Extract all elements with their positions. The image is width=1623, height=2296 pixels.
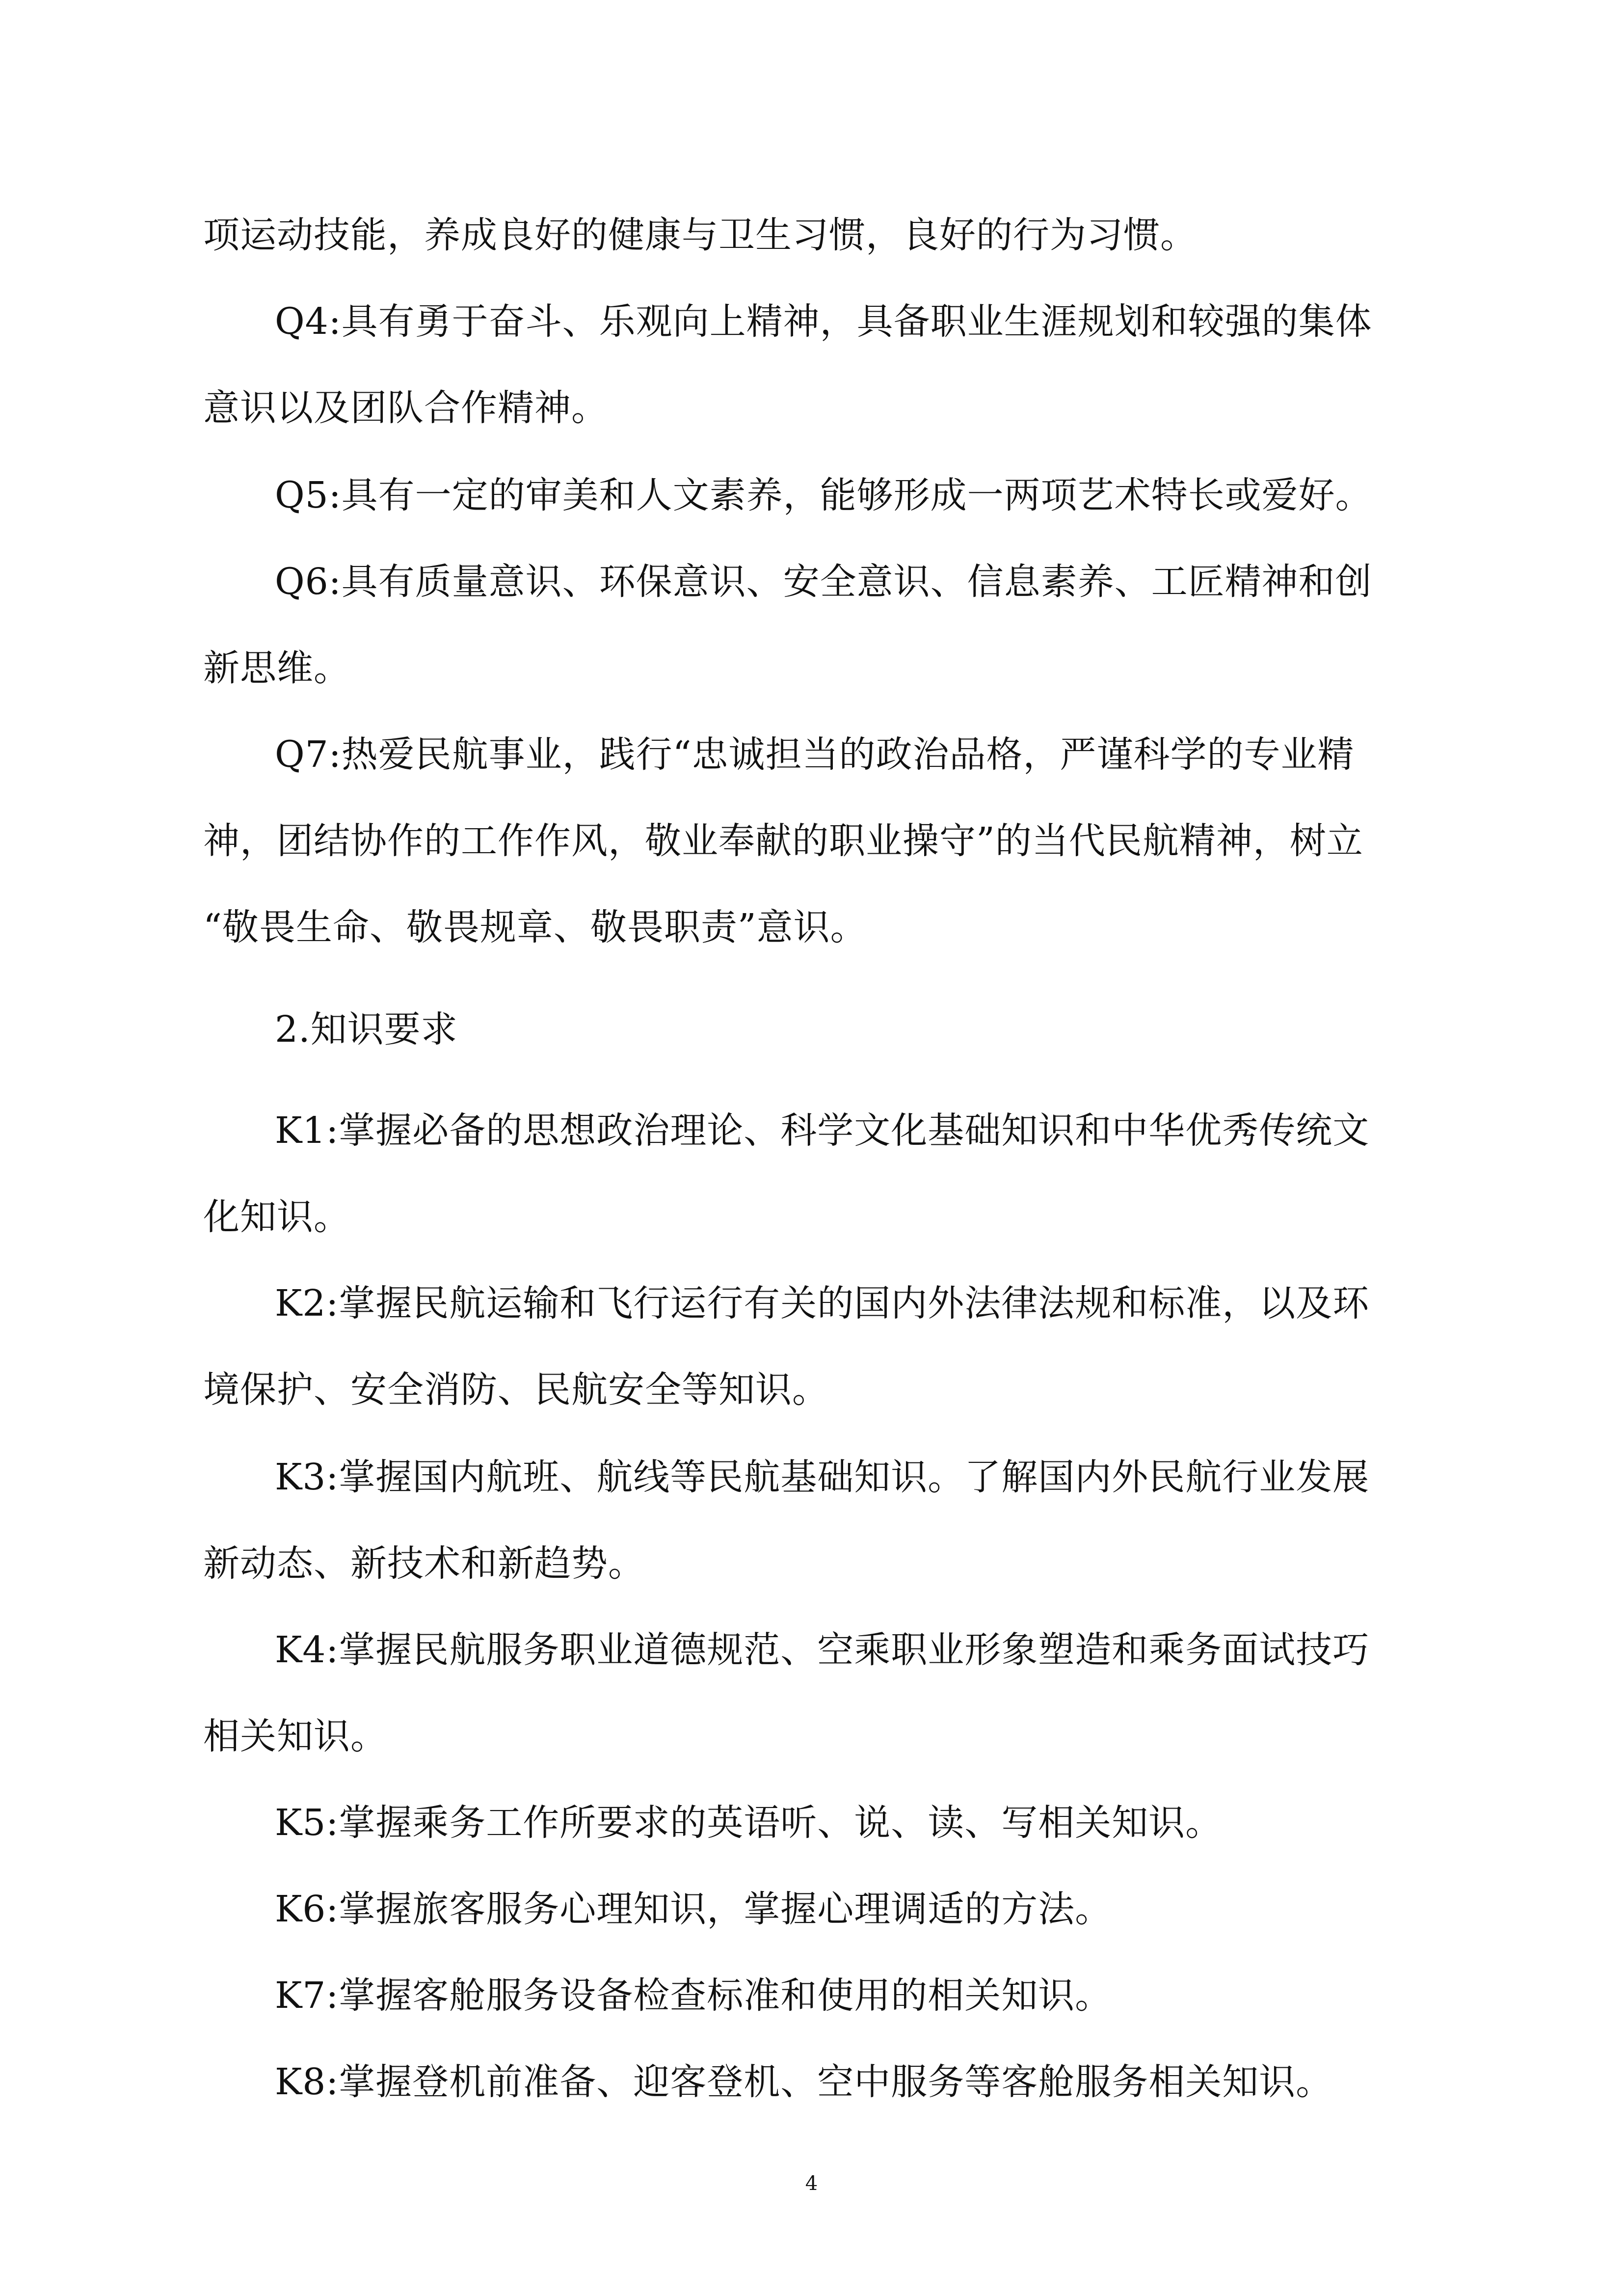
text-line-16: 新动态、新技术和新趋势。 [203,1542,645,1585]
text-line-q5: Q5:具有一定的审美和人文素养，能够形成一两项艺术特长或爱好。 [275,474,1372,516]
text-line-k8: K8:掌握登机前准备、迎客登机、空中服务等客舱服务相关知识。 [275,2061,1333,2103]
text-line-8: 神，团结协作的工作作风，敬业奉献的职业操守”的当代民航精神，树立 [203,820,1363,862]
text-line-1: 项运动技能，养成良好的健康与卫生习惯，良好的行为习惯。 [203,214,1197,256]
text-line-q7: Q7:热爱民航事业，践行“忠诚担当的政治品格，严谨科学的专业精 [275,733,1355,776]
text-line-14: 境保护、安全消防、民航安全等知识。 [203,1369,829,1411]
text-line-9: “敬畏生命、敬畏规章、敬畏职责”意识。 [203,906,867,948]
text-line-k6: K6:掌握旅客服务心理知识，掌握心理调适的方法。 [275,1888,1112,1930]
text-line-12: 化知识。 [203,1196,350,1238]
text-line-q4: Q4:具有勇于奋斗、乐观向上精神，具备职业生涯规划和较强的集体 [275,300,1372,343]
section-heading-knowledge: 2.知识要求 [275,1008,458,1051]
text-line-k5: K5:掌握乘务工作所要求的英语听、说、读、写相关知识。 [275,1802,1223,1844]
text-line-k7: K7:掌握客舱服务设备检查标准和使用的相关知识。 [275,1974,1112,2017]
text-line-k4: K4:掌握民航服务职业道德规范、空乘职业形象塑造和乘务面试技巧 [275,1629,1370,1671]
text-line-6: 新思维。 [203,647,350,689]
text-line-18: 相关知识。 [203,1715,387,1757]
text-line-q6: Q6:具有质量意识、环保意识、安全意识、信息素养、工匠精神和创 [275,561,1372,603]
page-number: 4 [805,2172,818,2195]
text-line-k2: K2:掌握民航运输和飞行运行有关的国内外法律法规和标准，以及环 [275,1282,1370,1324]
text-line-k3: K3:掌握国内航班、航线等民航基础知识。了解国内外民航行业发展 [275,1456,1370,1498]
text-line-3: 意识以及团队合作精神。 [203,387,608,429]
text-line-k1: K1:掌握必备的思想政治理论、科学文化基础知识和中华优秀传统文 [275,1109,1370,1152]
